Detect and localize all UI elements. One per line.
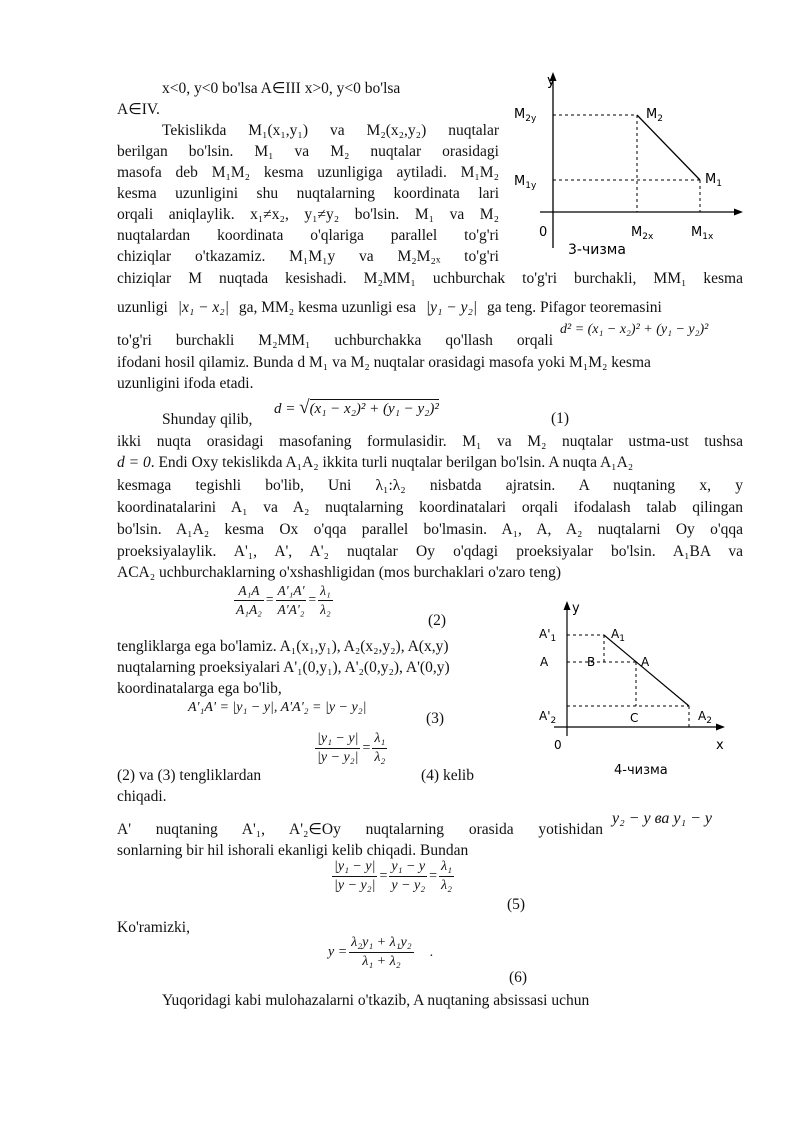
text-line-11b: ga, MM₂ kesma uzunligi esa (238, 299, 417, 316)
text-line-3: Tekislikda M₁(x₁,y₁) va M₂(x₂,y₂) nuqtalar (162, 122, 499, 139)
formula-3: A'₁A' = |y₁ − y|, A'A'₂ = |y − y₂| (188, 700, 367, 715)
text-line-26b: (4) kelib (421, 767, 474, 784)
f2-num-1: A₁A (234, 582, 264, 601)
text-line-13: ifodani hosil qilamiz. Bunda d M₁ va M₂ nuqtalar orasidagi masofa yoki M₁M₂ kesma (117, 354, 651, 371)
text-line-31: Yuqoridagi kabi mulohazalarni o'tkazib, A nuqtaning absissasi uchun (162, 992, 590, 1009)
formula-abs-y: |y₁ − y₂| (425, 299, 478, 316)
text-line-19: koordinatalarini A₁ va A₂ nuqtalarning koordinatalari orqali ifodalash talab qilingan (117, 499, 743, 516)
f2-eq-1: = (265, 591, 274, 607)
text-line-4: berilgan bo'lsin. M₁ va M₂ nuqtalar orasidagi (117, 143, 499, 160)
text-line-5: masofa deb M₁M₂ kesma uzunligiga aytiladi. M₁M₂ (117, 164, 499, 181)
text-line-1: x<0, y<0 bo'lsa A∈III x>0, y<0 bo'lsa (162, 80, 401, 97)
f5-den-3: λ₂ (441, 878, 452, 893)
f2-num-3: λ₁ (318, 582, 333, 601)
text-line-2: A∈IV. (117, 101, 160, 118)
formula-5 (330, 858, 456, 895)
text-line-7: orqali aniqlaylik. x₁≠x₂, y₁≠y₂ bo'lsin. M₁ va M₂ (117, 206, 499, 223)
f4-den-2: λ₂ (374, 750, 386, 765)
fig4-label-a1-prime: $A'_1$ (539, 627, 557, 644)
figure-3 (510, 68, 750, 268)
f5-den-1: |y − y₂| (334, 878, 376, 893)
text-line-25: koordinatalarga ega bo'lib, (117, 680, 282, 697)
equation-number-2: (2) (428, 612, 447, 629)
sqrt-sign: √ (299, 397, 310, 418)
text-line-10: chiziqlar M nuqtada kesishadi. M₂MM₁ uchburchak to'g'ri burchakli, MM₁ kesma (117, 270, 743, 287)
text-line-29: sonlarning bir hil ishorali ekanligi kelib chiqadi. Bundan (117, 842, 469, 859)
formula-2 (232, 582, 335, 619)
text-line-27: chiqadi. (117, 788, 167, 805)
text-line-28: A' nuqtaning A'₁, A'₂∈Oy nuqtalarning orasida yotishidan (117, 821, 603, 838)
text-line-21: proeksiyalaylik. A'₁, A', A'₂ nuqtalar Oy o'qdagi proeksiyalar bo'lsin. A₁BA va (117, 543, 743, 560)
equation-number-5: (5) (507, 896, 526, 913)
formula-6 (328, 934, 433, 971)
text-line-15: Shunday qilib, (162, 411, 253, 428)
equation-number-6: (6) (509, 969, 528, 986)
f4-num-1: |y₁ − y| (315, 730, 360, 749)
fig4-label-a2: $A_2$ (698, 709, 712, 726)
fig3-x-arrow (734, 209, 743, 216)
text-line-23: tengliklarga ega bo'lamiz. A₁(x₁,y₁), A₂(x₂,y₂), A(x,y) (117, 638, 449, 655)
text-line-20: bo'lsin. A₁A₂ kesma Ox o'qqa parallel bo'lmasin. A₁, A, A₂ nuqtalarni Oy o'qqa (117, 521, 743, 538)
formula-distance (274, 397, 439, 419)
text-line-26a: (2) va (3) tengliklardan (117, 767, 262, 784)
fig4-label-a: A (641, 655, 650, 669)
text-line-18: kesmaga tegishli bo'lib, Uni λ₁:λ₂ nisbatda ajratsin. A nuqtaning x, y (117, 477, 743, 494)
f5-num-2: y₁ − y (389, 858, 427, 877)
text-line-11a: uzunligi (117, 299, 168, 316)
text-line-17 (117, 452, 743, 473)
fig3-label-m2x: $M_{2x}$ (631, 225, 654, 242)
text-line-30: Ko'ramizki, (117, 919, 190, 936)
text-line-17b: . Endi Oxy tekislikda A₁A₂ ikkita turli nuqtalar berilgan bo'lsin. A nuqta A₁A₂ (150, 454, 634, 471)
f2-eq-2: = (308, 591, 317, 607)
fig4-label-b: B (587, 655, 596, 669)
fig4-label-a-prime: A (540, 655, 549, 669)
f6-lhs: y = (328, 944, 348, 960)
f5-eq-2: = (429, 868, 438, 884)
fig3-label-m2: $M_2$ (646, 107, 663, 124)
formula-y-differences: y₂ − y ва y₁ − y (612, 810, 712, 827)
fig3-label-m1x: $M_{1x}$ (691, 225, 714, 242)
formula-4 (313, 730, 389, 767)
f6-dot: . (429, 944, 434, 960)
text-line-6: kesma uzunligini shu nuqtalarning koordinata lari (117, 185, 499, 202)
formula-abs-x: |x₁ − x₂| (177, 299, 229, 316)
fig4-axis-x-label: x (716, 738, 724, 753)
text-line-14: uzunligini ifoda etadi. (117, 375, 254, 392)
equation-number-1: (1) (551, 410, 570, 427)
text-line-24: nuqtalarning proeksiyalari A'₁(0,y₁), A'₂(0,y₂), A'(0,y) (117, 659, 450, 676)
f4-den-1: |y − y₂| (317, 750, 359, 765)
fig4-label-a1: $A_1$ (611, 627, 625, 644)
text-line-11 (117, 297, 743, 318)
fig4-axis-y-label: y (572, 601, 580, 616)
fig4-label-a2-prime: $A'_2$ (539, 709, 557, 726)
text-line-12: to'g'ri burchakli M₂MM₁ uchburchakka qo'llash orqali (117, 332, 553, 349)
f2-num-2: A'₁A' (276, 582, 307, 601)
fig3-caption: 3-чизма (568, 242, 626, 258)
text-line-11c: ga teng. Pifagor teoremasini (487, 299, 662, 316)
fig4-label-c: C (630, 711, 639, 725)
text-line-16: ikki nuqta orasidagi masofaning formulasidir. M₁ va M₂ nuqtalar ustma-ust tushsa (117, 433, 743, 450)
f5-den-2: y − y₂ (391, 878, 426, 893)
f2-den-3: λ₂ (320, 602, 331, 617)
fig4-label-origin: 0 (554, 738, 562, 752)
fig4-x-arrow (716, 724, 725, 731)
fig3-label-m2y: $M_{2y}$ (514, 107, 537, 124)
f2-den-2: A'A'₂ (277, 602, 305, 617)
fig3-label-m1: $M_1$ (705, 172, 722, 189)
equation-number-3: (3) (426, 710, 445, 727)
f6-num: λ₂y₁ + λ₁y₂ (349, 934, 413, 953)
text-line-8: nuqtalardan koordinata o'qlariga parallel to'g'ri (117, 227, 499, 244)
f5-eq-1: = (379, 868, 388, 884)
f4-eq: = (362, 740, 371, 756)
formula-distance-radicand: (x₁ − x₂)² + (y₁ − y₂)² (309, 401, 439, 417)
fig4-y-arrow (564, 601, 571, 610)
formula-distance-lhs: d = (274, 401, 300, 417)
text-line-22: ACA₂ uchburchaklarning o'xshashligidan (mos burchaklari o'zaro teng) (117, 564, 562, 581)
formula-d-squared: d² = (x₁ − x₂)² + (y₁ − y₂)² (560, 322, 709, 337)
f6-den: λ₁ + λ₂ (362, 954, 401, 969)
f5-num-3: λ₁ (439, 858, 454, 877)
fig4-caption: 4-чизма (614, 763, 668, 778)
f5-num-1: |y₁ − y| (332, 858, 377, 877)
fig3-label-origin: 0 (539, 225, 548, 240)
text-line-9: chiziqlar o'tkazamiz. M₁M₁y va M₂M₂ₓ to'g'ri (117, 248, 499, 265)
fig3-segment-m1m2 (637, 115, 700, 180)
f4-num-2: λ₁ (372, 730, 387, 749)
f2-den-1: A₁A₂ (236, 602, 262, 617)
formula-d-zero: d = 0 (117, 454, 151, 471)
fig3-axis-y-label: y (547, 73, 556, 89)
fig3-label-m1y: $M_{1y}$ (514, 174, 537, 191)
